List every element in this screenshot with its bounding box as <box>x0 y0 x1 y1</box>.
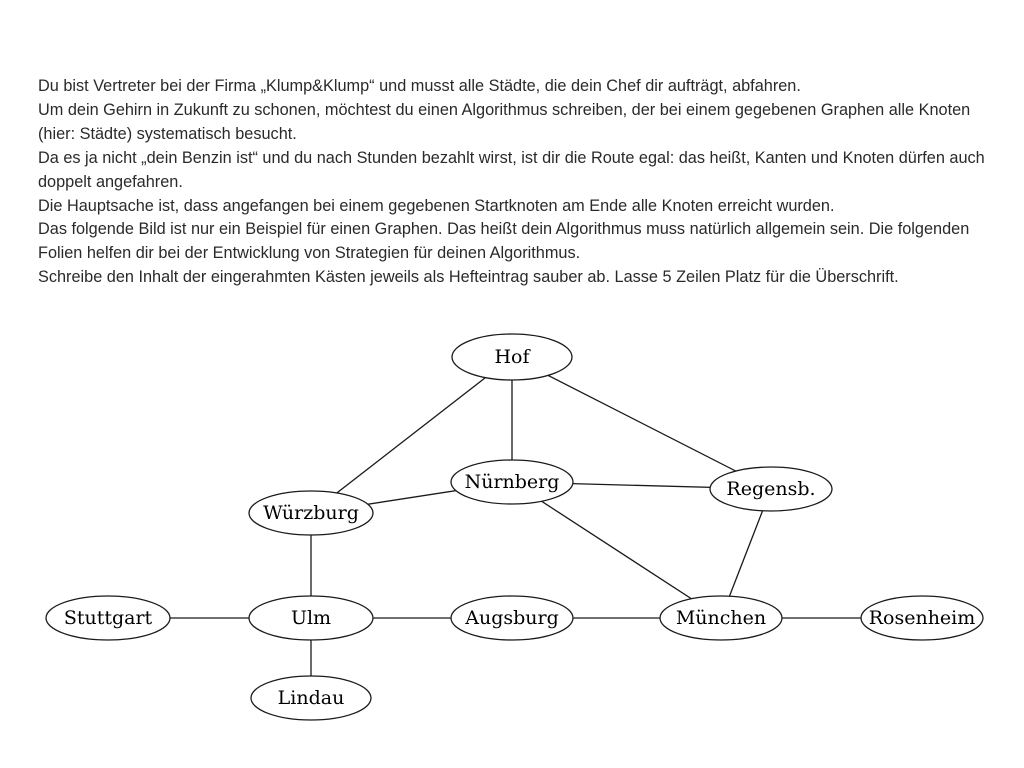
intro-paragraph-6: Schreibe den Inhalt der eingerahmten Kästen jeweils als Hefteintrag sauber ab. Lasse 5 Zeilen Platz für die Überschrift. <box>38 268 899 287</box>
intro-paragraph-3: Da es ja nicht „dein Benzin ist“ und du nach Stunden bezahlt wirst, ist dir die Route egal: das heißt, Kanten und Knoten dürfen auch doppelt angefahren. <box>38 148 985 191</box>
node-ulm <box>249 596 373 640</box>
node-stuttgart <box>46 596 170 640</box>
intro-paragraph-4: Die Hauptsache ist, dass angefangen bei einem gegebenen Startknoten am Ende alle Knoten erreicht wurden. <box>38 196 835 215</box>
node-augsburg <box>451 596 573 640</box>
node-label-regensburg: Regensb. <box>726 478 816 500</box>
node-muenchen <box>660 596 782 640</box>
edge-nuernberg-muenchen <box>512 482 721 618</box>
edge-layer <box>108 357 922 698</box>
node-label-lindau: Lindau <box>277 687 345 709</box>
node-lindau <box>251 676 371 720</box>
node-label-nuernberg: Nürnberg <box>464 471 560 493</box>
node-nuernberg <box>451 460 573 504</box>
node-label-muenchen: München <box>675 607 767 629</box>
node-hof <box>452 334 572 380</box>
node-label-rosenheim: Rosenheim <box>868 607 976 629</box>
node-rosenheim <box>861 596 983 640</box>
intro-paragraph-2: Um dein Gehirn in Zukunft zu schonen, möchtest du einen Algorithmus schreiben, der bei einem gegebenen Graphen alle Knoten (hier: Städte) systematisch besucht. <box>38 100 971 143</box>
node-wuerzburg <box>249 491 373 535</box>
node-regensburg <box>710 467 832 511</box>
node-label-ulm: Ulm <box>290 607 332 629</box>
node-layer <box>46 334 983 720</box>
node-label-stuttgart: Stuttgart <box>63 607 153 629</box>
intro-paragraph-5: Das folgende Bild ist nur ein Beispiel für einen Graphen. Das heißt dein Algorithmus muss natürlich allgemein sein. Die folgenden Folien helfen dir bei der Entwicklung von Strategien für deinen Algorithmus. <box>38 220 970 263</box>
intro-paragraph-1: Du bist Vertreter bei der Firma „Klump&Klump“ und musst alle Städte, die dein Chef dir aufträgt, abfahren. <box>38 77 801 95</box>
node-label-hof: Hof <box>494 346 530 368</box>
node-label-wuerzburg: Würzburg <box>263 502 359 524</box>
node-label-augsburg: Augsburg <box>465 607 559 629</box>
